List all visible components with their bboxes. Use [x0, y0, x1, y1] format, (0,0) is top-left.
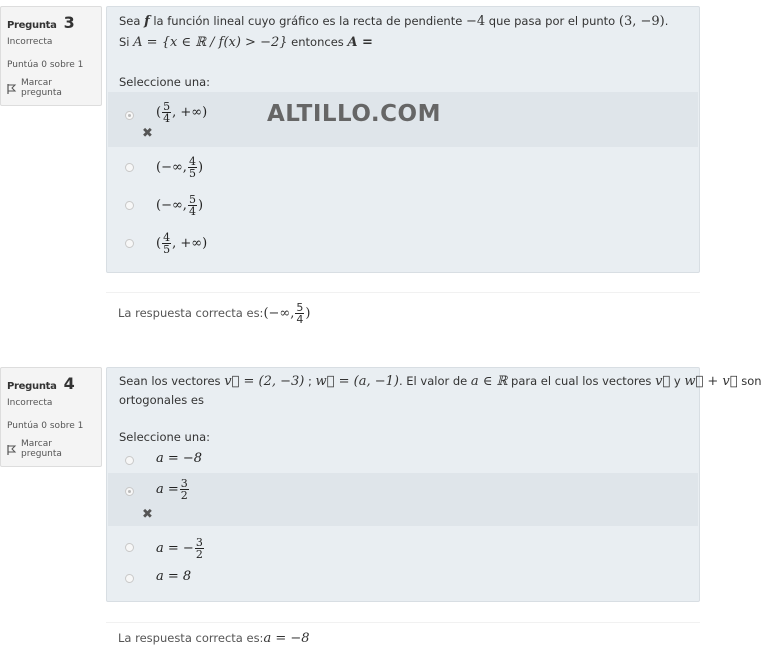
answer-option[interactable] [108, 190, 698, 220]
radio-button[interactable] [125, 163, 134, 172]
right-answer-label: La respuesta correcta es: [118, 306, 264, 320]
radio-button[interactable] [125, 456, 134, 465]
question-text-line-2: ortogonales es [119, 393, 204, 407]
answer-option-label: ( $\frac{5}{4}$ , +∞) [156, 99, 208, 125]
answer-option[interactable] [108, 531, 698, 565]
question-number-value: 4 [63, 374, 75, 393]
question-label: Pregunta [7, 20, 57, 31]
answer-option[interactable] [108, 228, 698, 258]
question-text-line-1: Sea f la función lineal cuyo gráfico es la recta de pendiente −4 que pasa por el punto (3, −9). [119, 14, 669, 29]
question-text-line-1: Sean los vectores v⃗ = (2, −3) ; w⃗ = (a, −1). El valor de a ∈ ℝ para el cual los vectores v⃗ y w⃗ + v⃗ son [119, 374, 762, 389]
radio-button[interactable] [125, 239, 134, 248]
answer-option-label: a = − $\frac{3}{2}$ [156, 535, 203, 561]
answer-option-label: (−∞, $\frac{4}{5}$ ) [156, 154, 204, 180]
question-grade: Puntúa 0 sobre 1 [7, 421, 84, 431]
incorrect-icon: ✖ [142, 507, 153, 522]
question-formulation-4 [106, 367, 762, 602]
answer-option-label: a = $\frac{3}{2}$ [156, 476, 188, 502]
answer-option-label: a = −8 [156, 451, 203, 466]
answer-option[interactable] [108, 152, 698, 182]
question-info-4 [0, 367, 102, 467]
radio-button[interactable] [125, 111, 134, 120]
answer-option-label: a = 8 [156, 569, 192, 584]
radio-button[interactable] [125, 543, 134, 552]
answer-option-label: ( $\frac{4}{5}$ , +∞) [156, 230, 208, 256]
question-number [7, 13, 95, 32]
question-formulation-3 [106, 6, 700, 273]
question-grade: Puntúa 0 sobre 1 [7, 60, 84, 70]
watermark: ALTILLO.COM [267, 101, 441, 127]
feedback-4 [106, 622, 700, 657]
answer-option-label: (−∞, $\frac{5}{4}$ ) [156, 192, 204, 218]
question-text [119, 372, 762, 410]
question-number-value: 3 [63, 13, 75, 32]
answer-option[interactable] [108, 448, 698, 472]
incorrect-icon: ✖ [142, 126, 153, 141]
question-text [119, 11, 691, 53]
flag-icon [7, 84, 16, 94]
question-number [7, 374, 95, 393]
answer-option[interactable] [108, 568, 698, 592]
question-label: Pregunta [7, 381, 57, 392]
flag-question-label: Marcar pregunta [21, 78, 62, 98]
flag-question-link[interactable] [7, 78, 95, 98]
flag-question-link[interactable] [7, 439, 95, 459]
flag-icon [7, 445, 16, 455]
select-prompt: Seleccione una: [119, 75, 211, 89]
radio-button[interactable] [125, 201, 134, 210]
question-info-3 [0, 6, 102, 106]
question-text-line-2: Si A = {x ∈ ℝ / f(x) > −2} entonces A = [119, 35, 373, 50]
right-answer: La respuesta correcta es: a = −8 [118, 630, 310, 646]
feedback-3 [106, 292, 700, 342]
radio-button[interactable] [125, 574, 134, 583]
question-state: Incorrecta [7, 398, 53, 408]
select-prompt: Seleccione una: [119, 430, 211, 444]
right-answer: La respuesta correcta es: (−∞, $\frac{5}{4}$ ) [118, 300, 311, 326]
right-answer-label: La respuesta correcta es: [118, 631, 264, 645]
answer-option[interactable] [108, 473, 698, 526]
question-state: Incorrecta [7, 37, 53, 47]
radio-button[interactable] [125, 487, 134, 496]
flag-question-label: Marcar pregunta [21, 439, 62, 459]
